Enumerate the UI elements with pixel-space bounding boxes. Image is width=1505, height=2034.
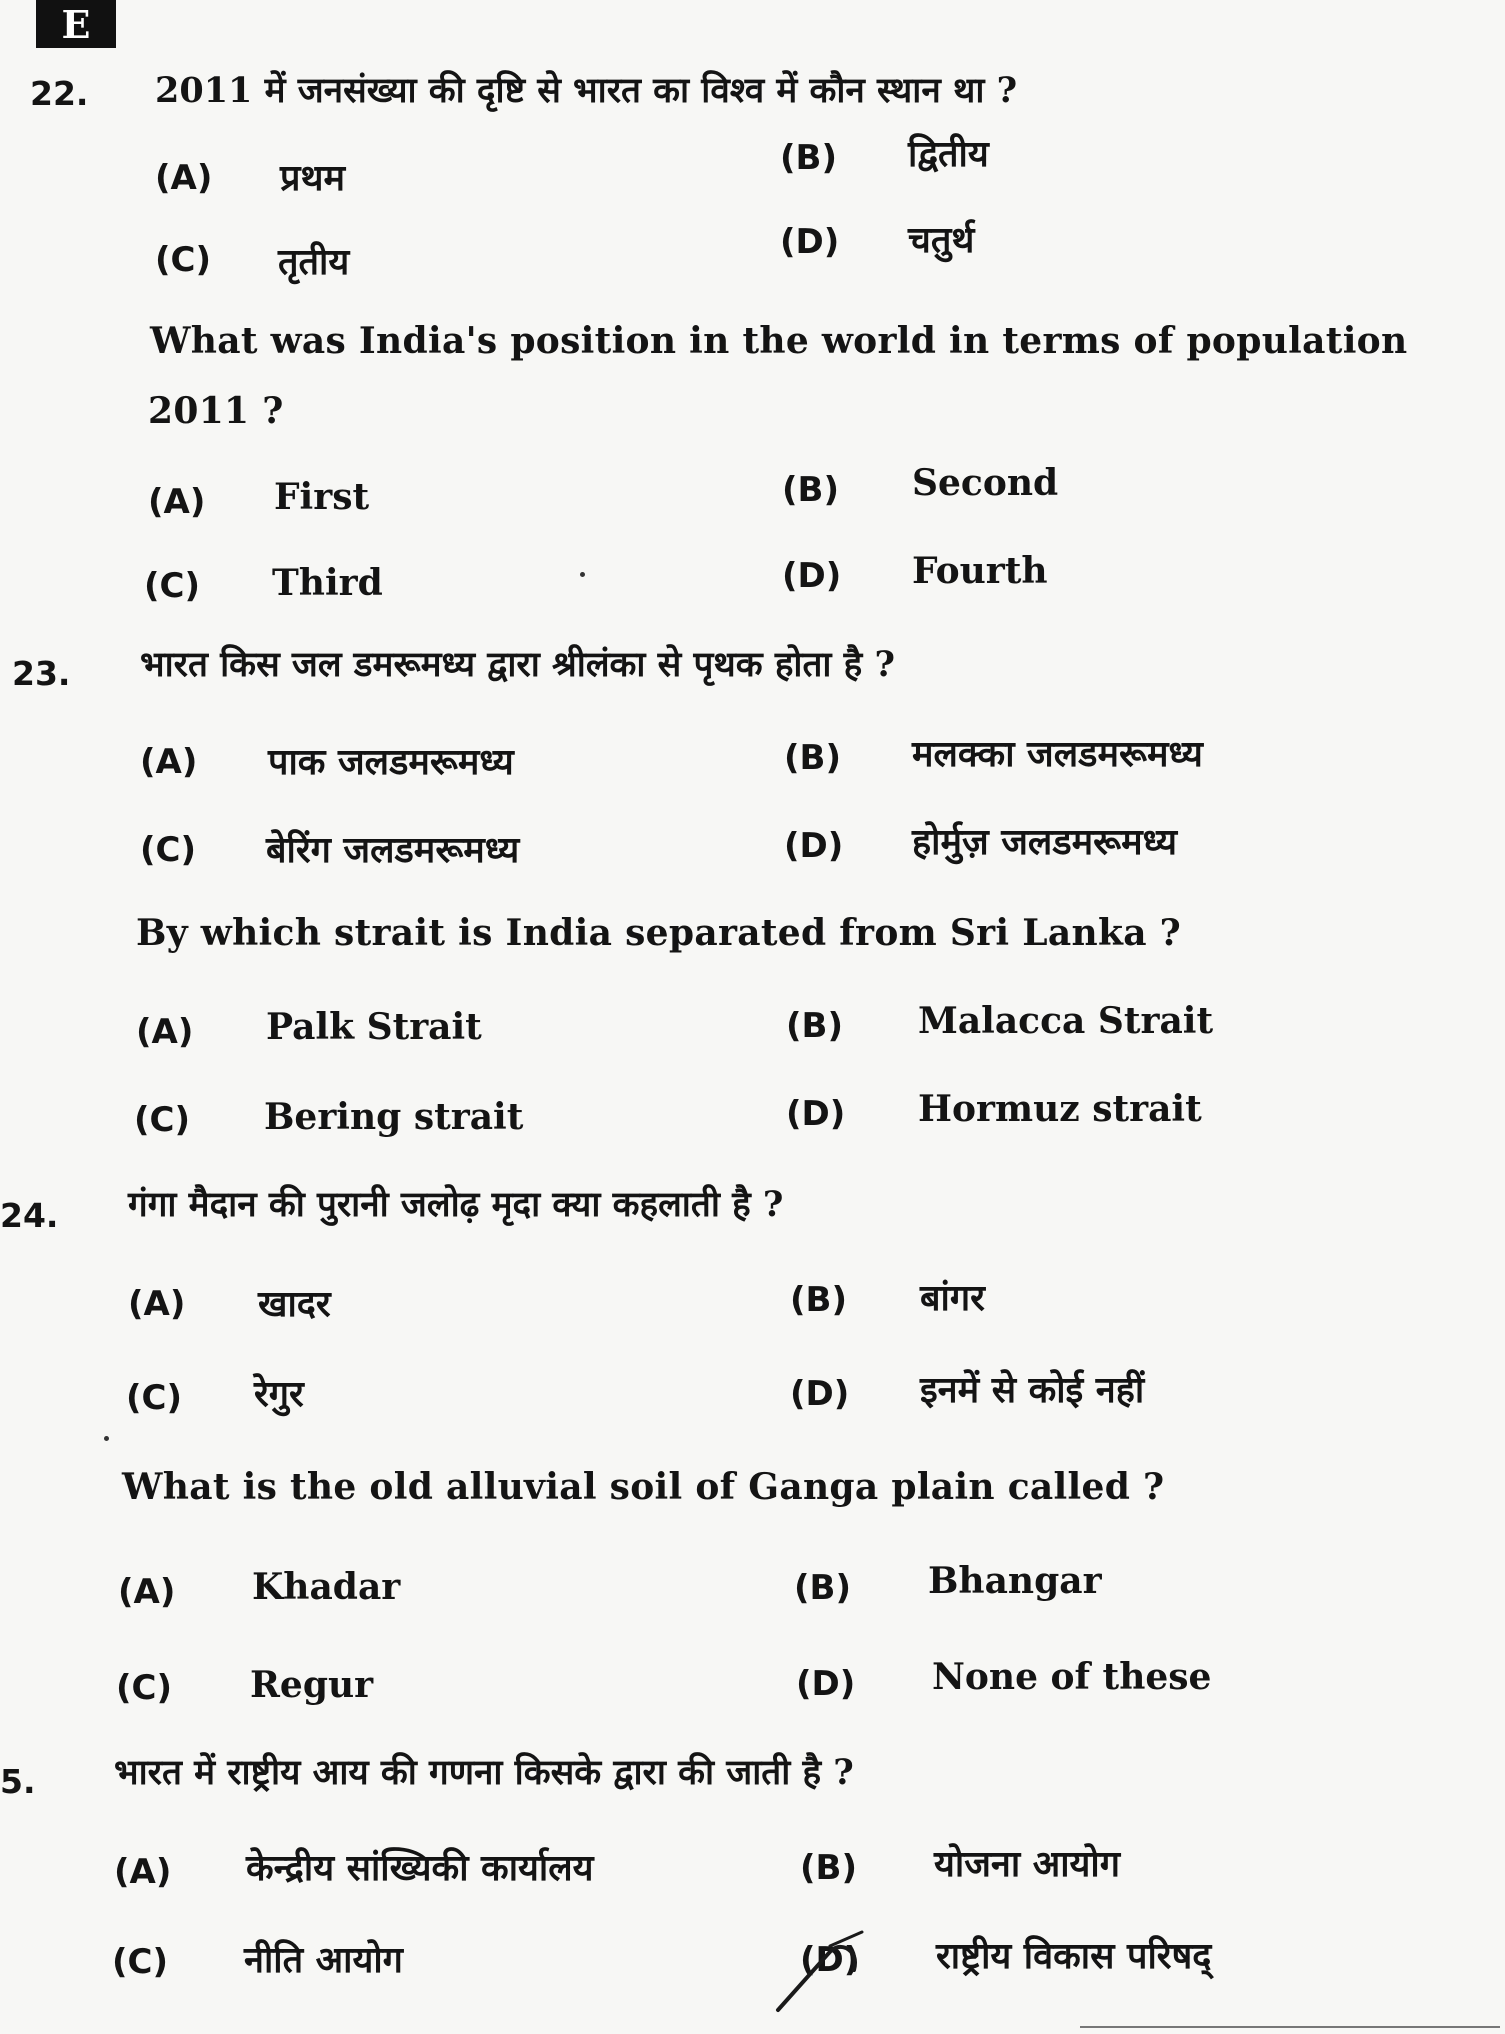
q25-hi-option-c-label[interactable]: (C) (112, 1942, 169, 1982)
q23-hi-option-a-text: पाक जलडमरूमध्य (268, 741, 514, 783)
q22-en-option-b-label[interactable]: (B) (782, 470, 839, 510)
q22-hi-option-a-text: प्रथम (280, 157, 346, 199)
q23-hi-option-b-label[interactable]: (B) (784, 738, 841, 778)
q23-en-option-b-label[interactable]: (B) (786, 1006, 843, 1046)
q25-hi-option-c-text: नीति आयोग (244, 1939, 403, 1981)
q22-en-option-c-text: Third (272, 562, 383, 604)
question-24-english-text: What is the old alluvial soil of Ganga plain called ? (122, 1466, 1165, 1508)
question-23-number: 23. (12, 654, 71, 693)
q22-hi-option-c-label[interactable]: (C) (155, 240, 212, 280)
q23-hi-option-d-text: होर्मुज़ जलडमरूमध्य (912, 821, 1178, 863)
q25-hi-option-d-text: राष्ट्रीय विकास परिषद् (936, 1935, 1212, 1977)
speck (104, 1436, 109, 1441)
q25-hi-option-a-text: केन्द्रीय सांख्यिकी कार्यालय (246, 1847, 594, 1889)
question-23-english-text: By which strait is India separated from Sri Lanka ? (136, 912, 1182, 954)
question-25-number: 5. (0, 1762, 36, 1801)
question-25-hindi-text: भारत में राष्ट्रीय आय की गणना किसके द्वारा की जाती है ? (114, 1752, 854, 1793)
q24-en-option-a-label[interactable]: (A) (118, 1572, 176, 1612)
q24-en-option-a-text: Khadar (252, 1566, 401, 1608)
q23-en-option-c-text: Bering strait (264, 1096, 524, 1138)
q23-en-option-a-label[interactable]: (A) (136, 1012, 194, 1052)
q23-hi-option-c-text: बेरिंग जलडमरूमध्य (266, 829, 520, 871)
question-22-number: 22. (30, 74, 89, 113)
q22-hi-option-d-label[interactable]: (D) (780, 222, 840, 262)
q22-en-option-b-text: Second (912, 462, 1059, 504)
q23-en-option-c-label[interactable]: (C) (134, 1100, 191, 1140)
q24-hi-option-d-text: इनमें से कोई नहीं (920, 1369, 1145, 1411)
q22-en-option-a-label[interactable]: (A) (148, 482, 206, 522)
q24-hi-option-a-label[interactable]: (A) (128, 1284, 186, 1324)
q23-en-option-a-text: Palk Strait (266, 1006, 482, 1048)
q24-en-option-d-text: None of these (932, 1656, 1212, 1698)
q24-hi-option-c-label[interactable]: (C) (126, 1378, 183, 1418)
pen-answer-mark (770, 1918, 880, 2018)
q25-hi-option-d-label[interactable]: (D) (800, 1940, 860, 1980)
q25-hi-option-b-label[interactable]: (B) (800, 1848, 857, 1888)
q23-hi-option-a-label[interactable]: (A) (140, 742, 198, 782)
q22-hi-option-b-label[interactable]: (B) (780, 138, 837, 178)
q22-en-option-d-label[interactable]: (D) (782, 556, 842, 596)
bottom-rule (1080, 2026, 1500, 2028)
q23-hi-option-b-text: मलक्का जलडमरूमध्य (912, 733, 1203, 775)
q25-hi-option-b-text: योजना आयोग (934, 1843, 1121, 1885)
question-22-english-text: What was India's position in the world in terms of population (150, 320, 1408, 362)
q23-hi-option-d-label[interactable]: (D) (784, 826, 844, 866)
q24-en-option-c-text: Regur (250, 1664, 374, 1706)
q22-hi-option-d-text: चतुर्थ (908, 219, 975, 261)
q23-en-option-b-text: Malacca Strait (918, 1000, 1214, 1042)
q24-en-option-b-label[interactable]: (B) (794, 1568, 851, 1608)
set-badge: E (36, 0, 116, 48)
q22-en-option-c-label[interactable]: (C) (144, 566, 201, 606)
question-24-number: 24. (0, 1196, 59, 1235)
q24-hi-option-d-label[interactable]: (D) (790, 1374, 850, 1414)
question-23-hindi-text: भारत किस जल डमरूमध्य द्वारा श्रीलंका से पृथक होता है ? (140, 644, 895, 685)
q25-hi-option-a-label[interactable]: (A) (114, 1852, 172, 1892)
q24-en-option-d-label[interactable]: (D) (796, 1664, 856, 1704)
q23-hi-option-c-label[interactable]: (C) (140, 830, 197, 870)
q23-en-option-d-text: Hormuz strait (918, 1088, 1202, 1130)
question-22-hindi-text: 2011 में जनसंख्या की दृष्टि से भारत का विश्व में कौन स्थान था ? (155, 70, 1018, 111)
q24-en-option-c-label[interactable]: (C) (116, 1668, 173, 1708)
q22-hi-option-a-label[interactable]: (A) (155, 158, 213, 198)
q22-hi-option-b-text: द्वितीय (908, 133, 989, 175)
q22-hi-option-c-text: तृतीय (278, 241, 350, 283)
q22-en-option-d-text: Fourth (912, 550, 1048, 592)
q24-hi-option-a-text: खादर (258, 1283, 331, 1325)
q24-hi-option-b-label[interactable]: (B) (790, 1280, 847, 1320)
q23-en-option-d-label[interactable]: (D) (786, 1094, 846, 1134)
q24-en-option-b-text: Bhangar (928, 1560, 1102, 1602)
question-22-english-text-cont: 2011 ? (148, 390, 284, 432)
q24-hi-option-c-text: रेगुर (254, 1373, 304, 1415)
question-24-hindi-text: गंगा मैदान की पुरानी जलोढ़ मृदा क्या कहलाती है ? (128, 1184, 784, 1225)
speck (580, 572, 585, 577)
q22-en-option-a-text: First (274, 476, 370, 518)
q24-hi-option-b-text: बांगर (920, 1277, 985, 1319)
